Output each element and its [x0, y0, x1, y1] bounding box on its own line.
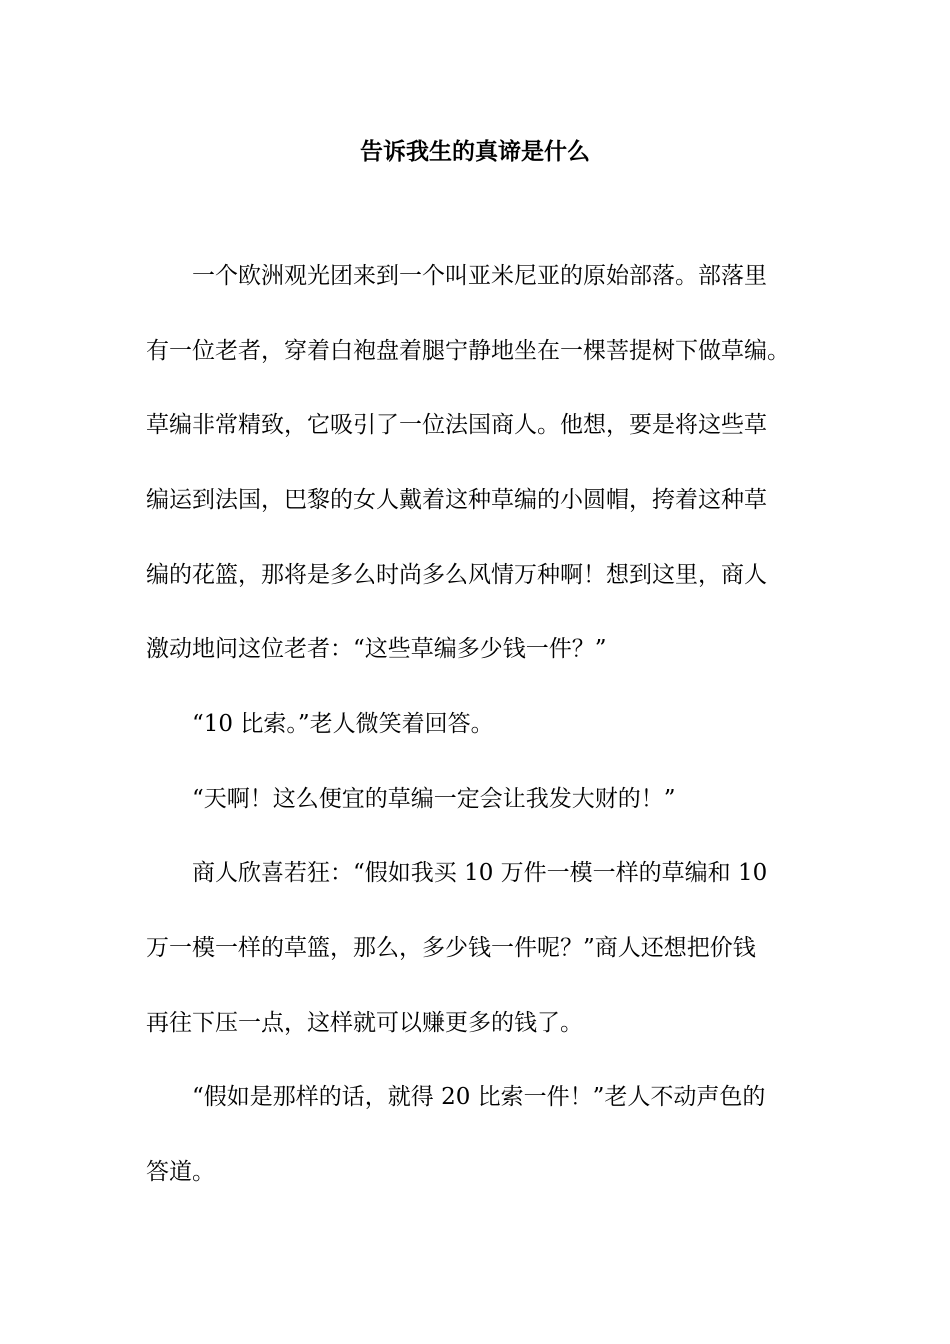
text-line: 商人欣喜若狂：“假如我买 10 万件一模一样的草编和 10: [192, 860, 768, 886]
text-line: 万一模一样的草篮，那么，多少钱一件呢？”商人还想把价钱: [146, 935, 756, 961]
text-line: 一个欧洲观光团来到一个叫亚米尼亚的原始部落。部落里: [192, 263, 767, 289]
text-line: 再往下压一点，这样就可以赚更多的钱了。: [146, 1010, 583, 1036]
text-line: “天啊！这么便宜的草编一定会让我发大财的！”: [192, 786, 676, 812]
text-line: 编运到法国，巴黎的女人戴着这种草编的小圆帽，挎着这种草: [146, 487, 767, 513]
document-title: 告诉我生的真谛是什么: [360, 138, 590, 165]
text-line: 答道。: [146, 1159, 215, 1185]
text-line: 编的花篮，那将是多么时尚多么风情万种啊！想到这里，商人: [146, 562, 767, 588]
text-line: 激动地问这位老者：“这些草编多少钱一件？”: [146, 636, 607, 662]
text-line: “假如是那样的话，就得 20 比索一件！”老人不动声色的: [192, 1084, 766, 1110]
text-line: 有一位老者，穿着白袍盘着腿宁静地坐在一棵菩提树下做草编。: [146, 338, 790, 364]
text-line: 草编非常精致，它吸引了一位法国商人。他想，要是将这些草: [146, 412, 767, 438]
text-line: “10 比索。”老人微笑着回答。: [192, 711, 494, 737]
